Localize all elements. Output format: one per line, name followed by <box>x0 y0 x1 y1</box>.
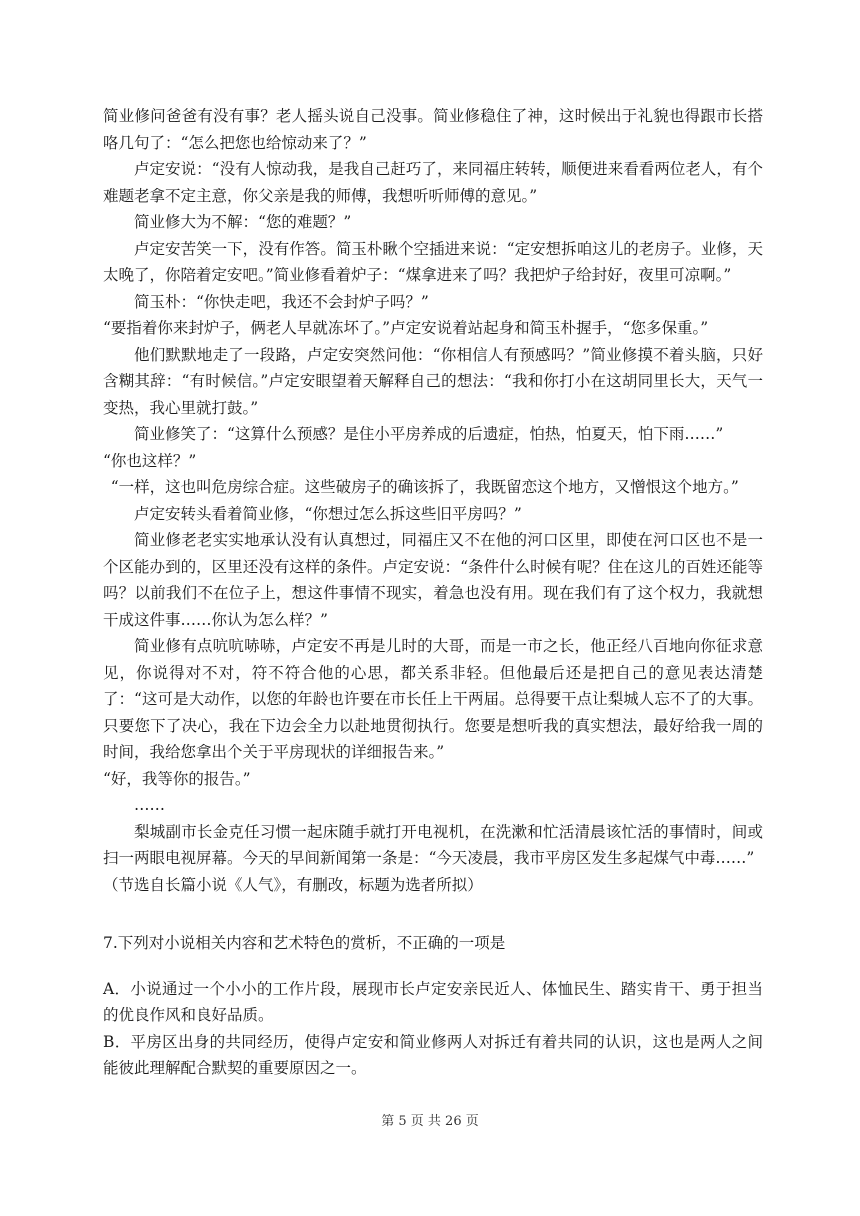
page-number: 第 5 页 共 26 页 <box>381 1114 479 1129</box>
ellipsis-line: …… <box>134 796 165 814</box>
option-b: B．平房区出身的共同经历，使得卢定安和简业修两人对拆迁有着共同的认识，这也是两人之间能彼此理解配合默契的重要原因之一。 <box>103 1032 763 1077</box>
source-note: （节选自长篇小说《人气》，有删改，标题为选者所拟） <box>103 875 483 894</box>
paragraph: 简玉朴：“你快走吧，我还不会封炉子吗？” <box>134 292 429 311</box>
paragraph: 简业修有点吭吭哧哧，卢定安不再是儿时的大哥，而是一市之长，他正经八百地向你征求意见，你说得对不对，符不符合他的心思，都关系非轻。但他最后还是把自己的意见表达清楚了：“这可是大动作，以您的年龄也许要在市长任上干两届。总得要干点让梨城人忘不了的大事。只要您下了决心，我在下边会全力以赴地贯彻执行。您要是想听我的真实想法，最好给我一周的时间，我给您拿出个关于平房现状的详细报告来。” <box>103 637 763 761</box>
paragraph: “你也这样？” <box>103 451 197 470</box>
paragraph: 简业修笑了：“这算什么预感？是住小平房养成的后遗症，怕热，怕夏天，怕下雨……” <box>134 425 724 443</box>
paragraph: 简业修老老实实地承认没有认真想过，同福庄又不在他的河口区里，即使在河口区也不是一个区能办到的，区里还没有这样的条件。卢定安说：“条件什么时候有呢？住在这儿的百姓还能等吗？以前我们不在位子上，想这件事情不现实，着急也没有用。现在我们有了这个权力，我就想干成这件事……你认为怎么样？” <box>103 531 763 629</box>
paragraph: 梨城副市长金克任习惯一起床随手就打开电视机，在洗漱和忙活清晨该忙活的事情时，间或扫一两眼电视屏幕。今天的早间新闻第一条是：“今天凌晨，我市平房区发生多起煤气中毒……” <box>103 822 763 867</box>
option-a: A．小说通过一个小小的工作片段，展现市长卢定安亲民近人、体恤民生、踏实肯干、勇于担当的优良作风和良好品质。 <box>103 979 763 1024</box>
question-stem: 7.下列对小说相关内容和艺术特色的赏析，不正确的一项是 <box>103 934 506 952</box>
paragraph: “一样，这也叫危房综合症。这些破房子的确该拆了，我既留恋这个地方，又憎恨这个地方。” <box>110 478 739 496</box>
paragraph: 简业修大为不解：“您的难题？” <box>134 213 352 231</box>
paragraph: 卢定安苦笑一下，没有作答。简玉朴瞅个空插进来说：“定安想拆咱这儿的老房子。业修，天太晚了，你陪着定安吧。”简业修看着炉子：“煤拿进来了吗？我把炉子给封好，夜里可凉啊。” <box>103 239 763 284</box>
paragraph: 卢定安转头看着简业修，“你想过怎么拆这些旧平房吗？” <box>134 504 522 523</box>
paragraph: 他们默默地走了一段路，卢定安突然问他：“你相信人有预感吗？”简业修摸不着头脑，只好含糊其辞：“有时候信。”卢定安眼望着天解释自己的想法：“我和你打小在这胡同里长大，天气一变热，我心里就打鼓。” <box>103 345 763 417</box>
paragraph: “要指着你来封炉子，俩老人早就冻坏了。”卢定安说着站起身和简玉朴握手，“您多保重。” <box>103 319 709 337</box>
paragraph: 简业修问爸爸有没有事？老人摇头说自己没事。简业修稳住了神，这时候出于礼貌也得跟市长搭咯几句了：“怎么把您也给惊动来了？” <box>103 107 763 152</box>
paragraph: “好，我等你的报告。” <box>103 769 251 788</box>
paragraph: 卢定安说：“没有人惊动我，是我自己赶巧了，来同福庄转转，顺便进来看看两位老人，有个难题老拿不定主意，你父亲是我的师傅，我想听听师傅的意见。” <box>103 160 763 205</box>
question-7 <box>103 930 763 1082</box>
passage <box>103 103 763 898</box>
